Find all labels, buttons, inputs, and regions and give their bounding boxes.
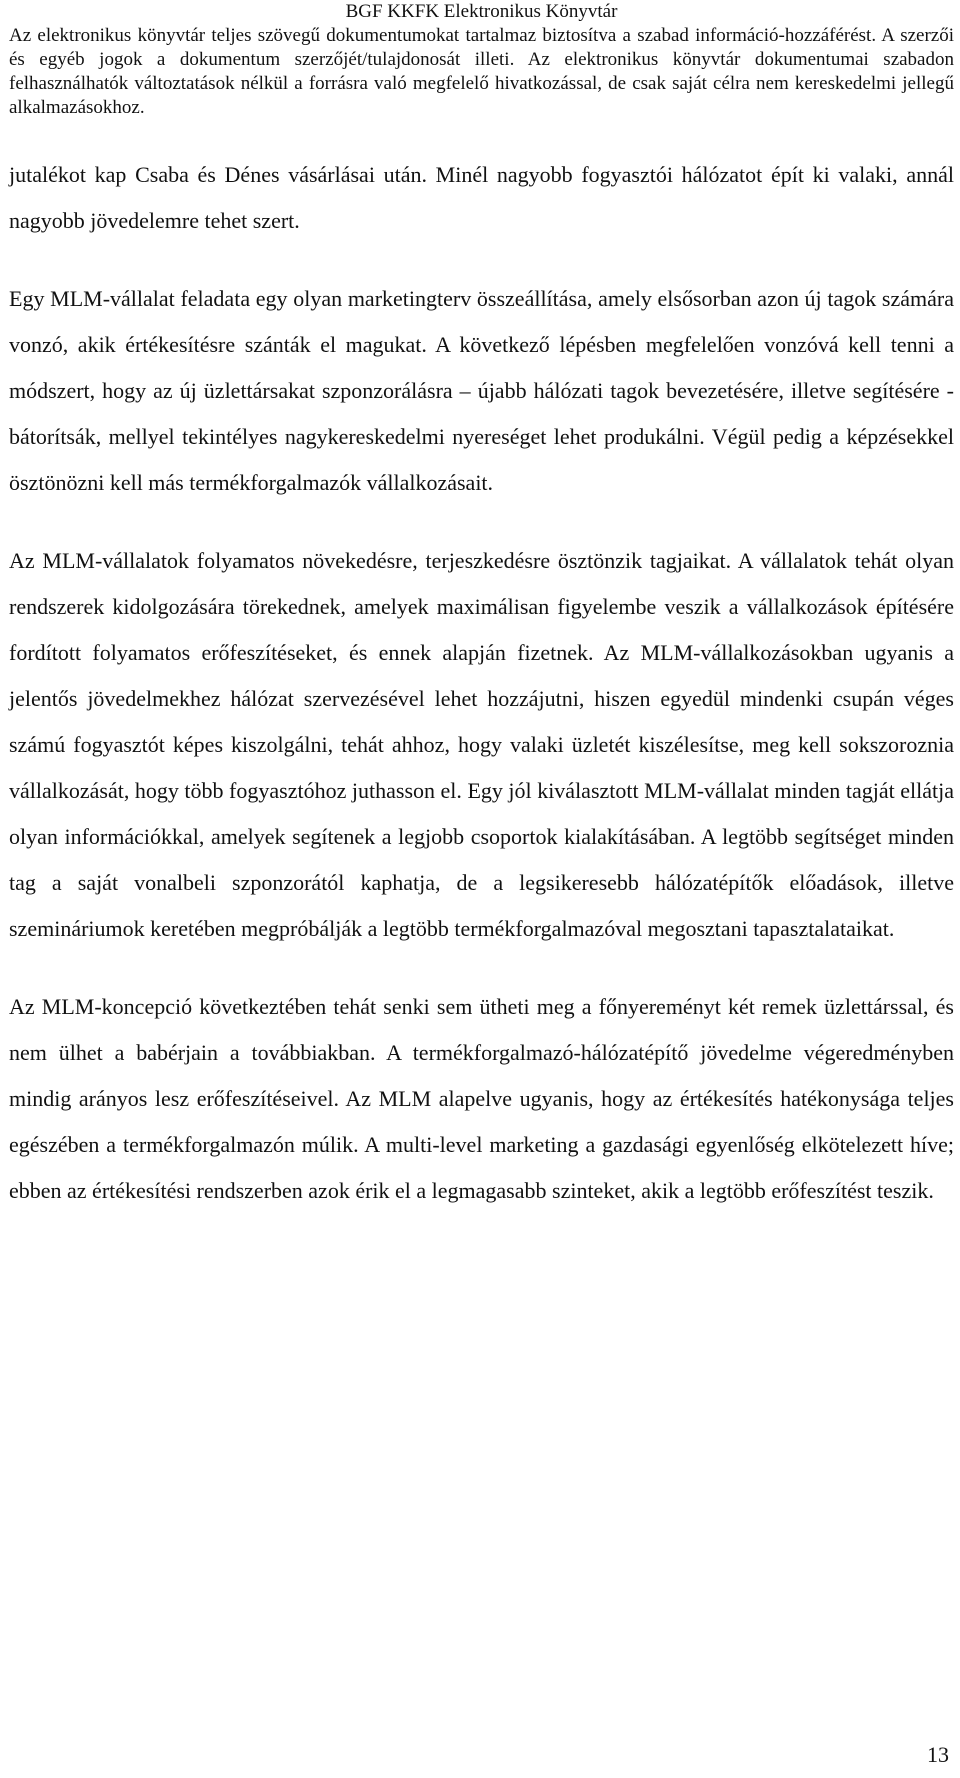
library-title: BGF KKFK Elektronikus Könyvtár: [345, 1, 618, 22]
paragraph-1: jutalékot kap Csaba és Dénes vásárlásai után. Minél nagyobb fogyasztói hálózatot épít ki valaki, annál nagyobb jövedelemre tehet szert.: [9, 162, 954, 233]
page-number: 13: [927, 1742, 949, 1767]
document-body: [9, 152, 954, 1214]
paragraph-3: Az MLM-vállalatok folyamatos növekedésre, terjeszkedésre ösztönzik tagjaikat. A vállalatok tehát olyan rendszerek kidolgozására törekednek, amelyek maximálisan figyelembe veszik a vállalkozások építésére fordított folyamatos erőfeszítéseket, és ennek alapján fizetnek. Az MLM-vállalkozásokban ugyanis a jelentős jövedelmekhez hálózat szervezésével lehet hozzájutni, hiszen egyedül mindenki csupán véges számú fogyasztót képes kiszolgálni, tehát ahhoz, hogy valaki üzletét kiszélesítse, meg kell sokszoroznia vállalkozását, hogy több fogyasztóhoz juthasson el. Egy jól kiválasztott MLM-vállalat minden tagját ellátja olyan információkkal, amelyek segítenek a legjobb csoportok kialakításában. A legtöbb segítséget minden tag a saját vonalbeli szponzorától kaphatja, de a legsikeresebb hálózatépítők előadások, illetve szemináriumok keretében megpróbálják a legtöbb termékforgalmazóval megosztani tapasztalataikat.: [9, 548, 954, 941]
paragraph-2: Egy MLM-vállalat feladata egy olyan marketingterv összeállítása, amely elsősorban azon új tagok számára vonzó, akik értékesítésre szánták el magukat. A következő lépésben megfelelően vonzóvá kell tenni a módszert, hogy az új üzlettársakat szponzorálásra – újabb hálózati tagok bevezetésére, illetve segítésére - bátorítsák, mellyel tekintélyes nagykereskedelmi nyereséget lehet produkálni. Végül pedig a képzésekkel ösztönözni kell más termékforgalmazók vállalkozásait.: [9, 286, 954, 495]
library-header: [9, 0, 954, 120]
paragraph-4: Az MLM-koncepció következtében tehát senki sem ütheti meg a főnyereményt két remek üzlettárssal, és nem ülhet a babérjain a továbbiakban. A termékforgalmazó-hálózatépítő jövedelme végeredményben mindig arányos lesz erőfeszítéseivel. Az MLM alapelve ugyanis, hogy az értékesítés hatékonysága teljes egészében a termékforgalmazón múlik. A multi-level marketing a gazdasági egyenlőség elkötelezett híve; ebben az értékesítési rendszerben azok érik el a legmagasabb szinteket, akik a legtöbb erőfeszítést teszik.: [9, 994, 954, 1203]
copyright-notice: Az elektronikus könyvtár teljes szövegű dokumentumokat tartalmaz biztosítva a szabad információ-hozzáférést. A szerzői és egyéb jogok a dokumentum szerzőjét/tulajdonosát illeti. Az elektronikus könyvtár dokumentumai szabadon felhasználhatók változtatások nélkül a forrásra való megfelelő hivatkozással, de csak saját célra nem kereskedelmi jellegű alkalmazásokhoz.: [9, 25, 954, 118]
